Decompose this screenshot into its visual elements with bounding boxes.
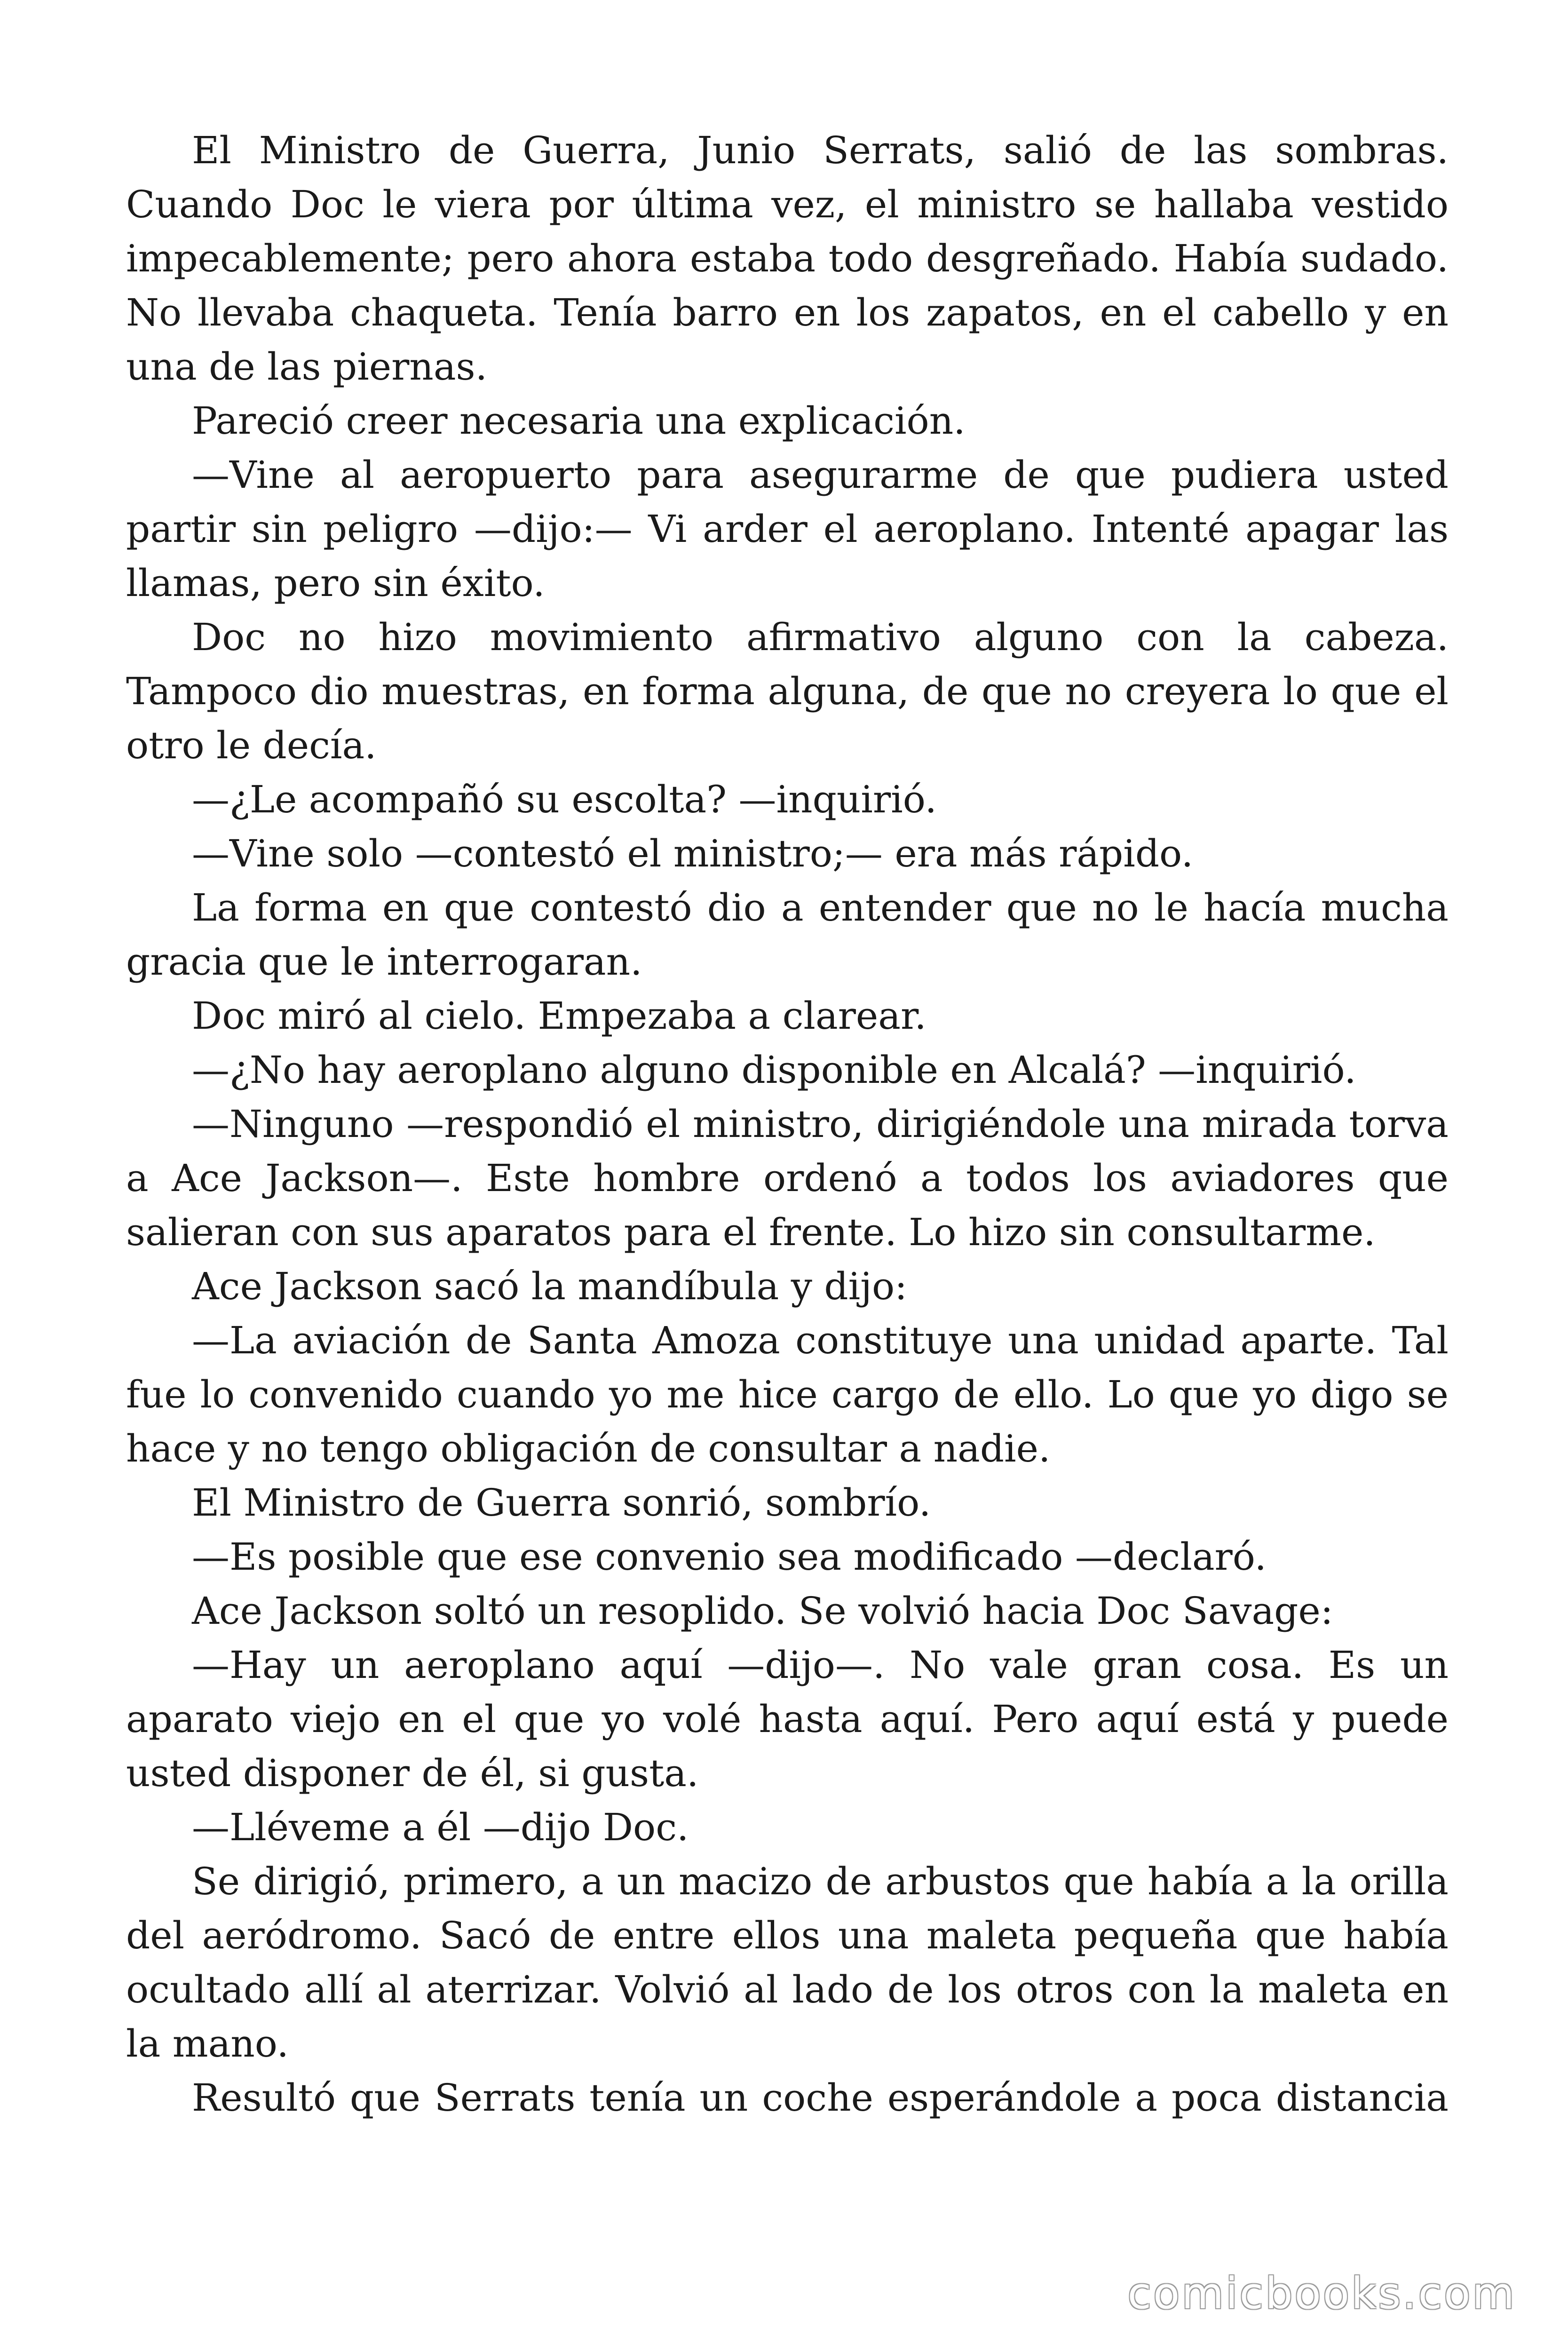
paragraph-11: Ace Jackson sacó la mandíbula y dijo: bbox=[192, 1264, 908, 1308]
paragraph-5: —¿Le acompañó su escolta? —inquirió. bbox=[192, 778, 937, 821]
paragraph-13: El Ministro de Guerra sonrió, sombrío. bbox=[192, 1481, 931, 1525]
paragraph-15: Ace Jackson soltó un resoplido. Se volvió hacia Doc Savage: bbox=[192, 1589, 1333, 1633]
paragraph-16: —Hay un aeroplano aquí —dijo—. No vale gran cosa. Es un aparato viejo en el que yo volé hasta aquí. Pero aquí está y puede usted disponer de él, si gusta. bbox=[126, 1643, 1449, 1795]
paragraph-19: Resultó que Serrats tenía un coche esperándole a poca distancia bbox=[192, 2076, 1449, 2120]
paragraph-3: —Vine al aeropuerto para asegurarme de que pudiera usted partir sin peligro —dijo:— Vi arder el aeroplano. Intenté apagar las llamas, pero sin éxito. bbox=[126, 453, 1449, 605]
paragraph-18: Se dirigió, primero, a un macizo de arbustos que había a la orilla del aeródromo. Sacó de entre ellos una maleta pequeña que había ocultado allí al aterrizar. Volvió al lado de los otros con la maleta en la mano. bbox=[126, 1859, 1449, 2066]
paragraph-8: Doc miró al cielo. Empezaba a clarear. bbox=[192, 994, 927, 1038]
paragraph-6: —Vine solo —contestó el ministro;— era más rápido. bbox=[192, 832, 1194, 875]
paragraph-10: —Ninguno —respondió el ministro, dirigiéndole una mirada torva a Ace Jackson—. Este hombre ordenó a todos los aviadores que salieran con sus aparatos para el frente. Lo hizo sin consultarme. bbox=[126, 1102, 1449, 1254]
paragraph-7: La forma en que contestó dio a entender que no le hacía mucha gracia que le interrogaran. bbox=[126, 886, 1449, 984]
paragraph-17: —Lléveme a él —dijo Doc. bbox=[192, 1805, 689, 1849]
book-page-text bbox=[126, 123, 1449, 2125]
paragraph-1: El Ministro de Guerra, Junio Serrats, salió de las sombras. Cuando Doc le viera por última vez, el ministro se hallaba vestido impecablemente; pero ahora estaba todo desgreñado. Había sudado. No llevaba chaqueta. Tenía barro en los zapatos, en el cabello y en una de las piernas. bbox=[126, 128, 1449, 389]
paragraph-14: —Es posible que ese convenio sea modificado —declaró. bbox=[192, 1535, 1267, 1579]
watermark: comicbooks.com bbox=[1127, 2268, 1516, 2319]
paragraph-9: —¿No hay aeroplano alguno disponible en Alcalá? —inquirió. bbox=[192, 1048, 1356, 1092]
paragraph-2: Pareció creer necesaria una explicación. bbox=[192, 399, 966, 443]
paragraph-4: Doc no hizo movimiento afirmativo alguno con la cabeza. Tampoco dio muestras, en forma alguna, de que no creyera lo que el otro le decía. bbox=[126, 615, 1449, 767]
paragraph-12: —La aviación de Santa Amoza constituye una unidad aparte. Tal fue lo convenido cuando yo me hice cargo de ello. Lo que yo digo se hace y no tengo obligación de consultar a nadie. bbox=[126, 1319, 1449, 1470]
